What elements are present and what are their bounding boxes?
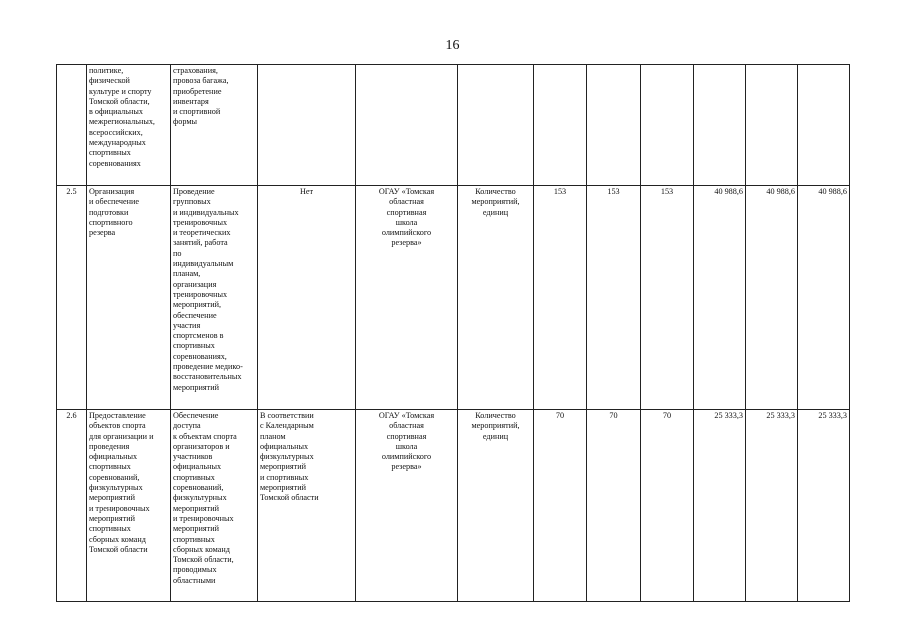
funding-cell: 25 333,3 <box>746 410 798 602</box>
measure-content-cell: страхования, провоза багажа, приобретение инвентаря и спортивной формы <box>171 65 258 186</box>
measure-name-cell: Предоставление объектов спорта для организации и проведения официальных спортивных соревнований, физкультурных мероприятий и тренировочных мероприятий спортивных сборных команд Томской области <box>87 410 171 602</box>
table-row <box>57 410 850 602</box>
row-number-cell <box>57 65 87 186</box>
measure-content-cell: Проведение групповых и индивидуальных тренировочных и теоретических занятий, работа по индивидуальным планам, организация тренировочных мероприятий, обеспечение участия спортсменов в спортивных соревнованиях, проведение медико- восстановительных мероприятий <box>171 186 258 410</box>
measure-content-cell: Обеспечение доступа к объектам спорта организаторов и участников официальных спортивных соревнований, физкультурных мероприятий и тренировочных мероприятий спортивных сборных команд Томской области, проводимых областными <box>171 410 258 602</box>
measure-name-cell: Организация и обеспечение подготовки спортивного резерва <box>87 186 171 410</box>
executor-cell: ОГАУ «Томская областная спортивная школа олимпийского резерва» <box>356 410 458 602</box>
value-cell: 70 <box>641 410 694 602</box>
indicator-cell: Количество мероприятий, единиц <box>458 186 534 410</box>
funding-cell: 25 333,3 <box>694 410 746 602</box>
value-cell: 70 <box>587 410 641 602</box>
funding-cell <box>694 65 746 186</box>
page-number: 16 <box>445 38 460 53</box>
executor-cell: ОГАУ «Томская областная спортивная школа олимпийского резерва» <box>356 186 458 410</box>
indicator-cell <box>458 65 534 186</box>
grounds-cell: Нет <box>258 186 356 410</box>
funding-cell: 40 988,6 <box>694 186 746 410</box>
executor-cell <box>356 65 458 186</box>
activities-table <box>56 64 850 602</box>
funding-cell <box>798 65 850 186</box>
value-cell <box>534 65 587 186</box>
grounds-cell <box>258 65 356 186</box>
row-number-cell: 2.6 <box>57 410 87 602</box>
value-cell <box>641 65 694 186</box>
table-row <box>57 65 850 186</box>
grounds-cell: В соответствии с Календарным планом официальных физкультурных мероприятий и спортивных мероприятий Томской области <box>258 410 356 602</box>
value-cell: 153 <box>641 186 694 410</box>
value-cell <box>587 65 641 186</box>
value-cell: 70 <box>534 410 587 602</box>
funding-cell: 40 988,6 <box>798 186 850 410</box>
table-row <box>57 186 850 410</box>
funding-cell <box>746 65 798 186</box>
funding-cell: 25 333,3 <box>798 410 850 602</box>
value-cell: 153 <box>534 186 587 410</box>
indicator-cell: Количество мероприятий, единиц <box>458 410 534 602</box>
measure-name-cell: политике, физической культуре и спорту Томской области, в официальных межрегиональных, всероссийских, международных спортивных соревнованиях <box>87 65 171 186</box>
value-cell: 153 <box>587 186 641 410</box>
row-number-cell: 2.5 <box>57 186 87 410</box>
funding-cell: 40 988,6 <box>746 186 798 410</box>
